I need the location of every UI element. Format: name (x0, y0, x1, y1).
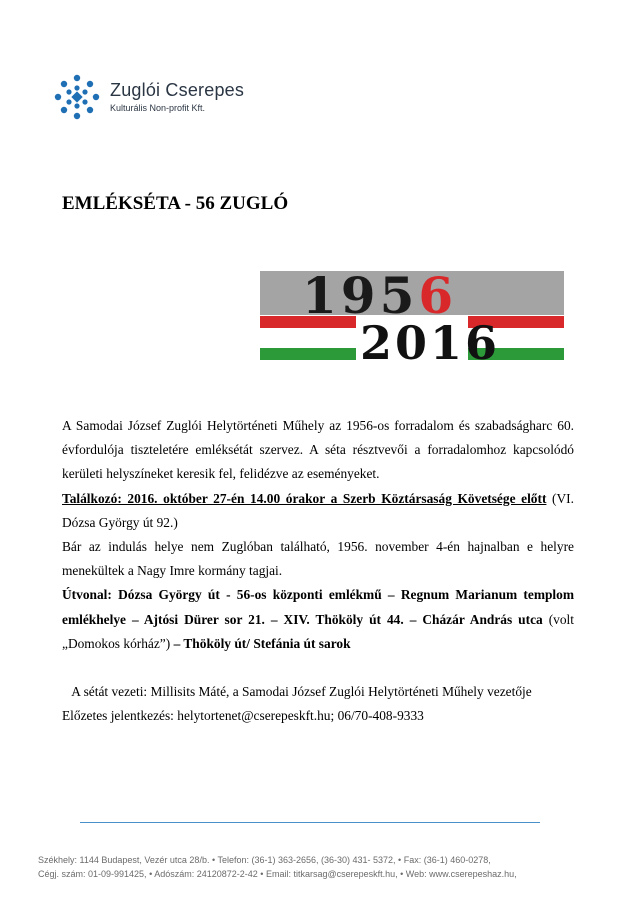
history-paragraph: Bár az indulás helye nem Zuglóban található, 1956. november 4-én hajnalban e helyre menekültek a Nagy Imre kormány tagjai. (62, 539, 574, 579)
anniversary-banner (260, 271, 564, 363)
banner-year-bottom: 2016 (360, 316, 501, 363)
registration-line: Előzetes jelentkezés: helytortenet@cserepeskft.hu; 06/70-408-9333 (62, 708, 424, 724)
route-note: (volt „Domokos kórház”) (62, 611, 574, 651)
banner-year-top-six: 6 (418, 271, 458, 325)
leader-line: A sétát vezeti: Millisits Máté, a Samodai József Zuglói Helytörténeti Műhely vezetője (62, 684, 532, 700)
footer-registry-line: Cégj. szám: 01-09-991425, • Adószám: 24120872-2-42 • Email: titkarsag@cserepeskft.hu, • Web: www.cserepeshaz.hu, (38, 869, 517, 879)
logo-name: Zuglói Cserepes (110, 80, 245, 100)
page-title: EMLÉKSÉTA - 56 ZUGLÓ (62, 193, 289, 214)
event-description (62, 414, 574, 728)
banner-graphic (260, 271, 564, 363)
route-end: – Thököly út/ Stefánia út sarok (170, 635, 351, 651)
route-paragraph (62, 583, 574, 656)
footer-divider (80, 822, 540, 823)
logo-mark-icon (52, 72, 102, 122)
meeting-info: Találkozó: 2016. október 27-én 14.00 órakor a Szerb Köztársaság Követsége előtt (62, 490, 547, 506)
meeting-address: (VI. Dózsa György út 92.) (62, 490, 574, 530)
intro-paragraph: A Samodai József Zuglói Helytörténeti Műhely az 1956-os forradalom és szabadságharc 60. évfordulója tiszteletére emléksétát szervez. A séta résztvevői a forradalomhoz kapcsolódó kerületi helyszíneket keresik fel, felidézve az eseményeket. (62, 418, 574, 482)
footer-address-line: Székhely: 1144 Budapest, Vezér utca 28/b. • Telefon: (36-1) 363-2656, (36-30) 431- 5372, • Fax: (36-1) 460-0278, (38, 855, 491, 865)
meeting-paragraph (62, 487, 574, 535)
route-info: Útvonal: Dózsa György út - 56-os központi emlékmű – Regnum Marianum templom emlékhelye – Ajtósi Dürer sor 21. – XIV. Thököly út 44. – Cházár András utca (62, 587, 574, 627)
company-logo (52, 72, 252, 120)
banner-year-top: 195 (302, 271, 419, 325)
footer (38, 853, 517, 881)
logo-subtitle: Kulturális Non-profit Kft. (110, 103, 206, 113)
